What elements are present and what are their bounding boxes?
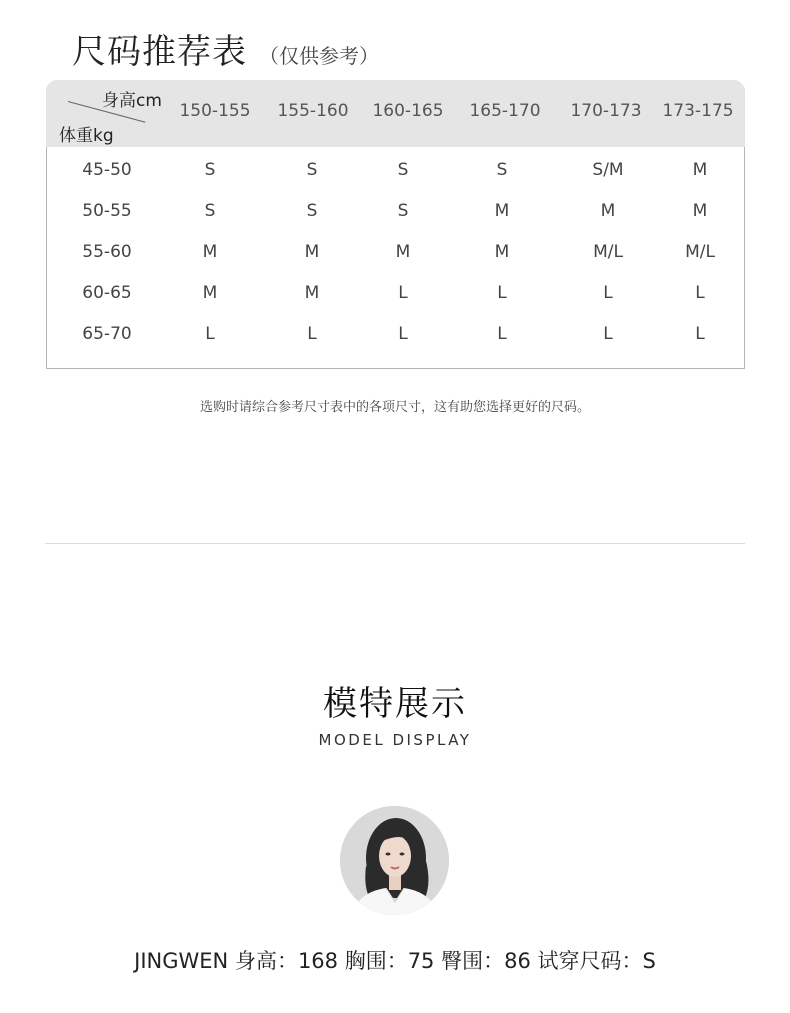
table-cell: M [304, 283, 320, 303]
table-cell: S [496, 160, 508, 180]
table-cell: L [497, 283, 507, 303]
table-cell: M [494, 242, 510, 262]
column-header: 160-165 [372, 101, 444, 121]
model-section-title: 模特展示 [323, 684, 467, 724]
table-cell: M/L [593, 242, 623, 262]
model-info: JINGWEN 身高：168 胸围：75 臀围：86 试穿尺码：S [134, 949, 656, 973]
table-cell: S [397, 160, 409, 180]
row-weight-label: 60-65 [82, 283, 132, 303]
table-cell: L [695, 283, 705, 303]
size-advice-note: 选购时请综合参考尺寸表中的各项尺寸，这有助您选择更好的尺码。 [199, 400, 590, 415]
row-weight-label: 55-60 [82, 242, 132, 262]
column-header: 150-155 [179, 101, 251, 121]
row-weight-label: 50-55 [82, 201, 132, 221]
table-cell: L [307, 324, 317, 344]
table-cell: L [205, 324, 215, 344]
table-cell: M [304, 242, 320, 262]
table-cell: M [202, 283, 218, 303]
table-cell: S/M [592, 160, 624, 180]
table-cell: L [603, 283, 613, 303]
title-main: 尺码推荐表 [72, 32, 247, 72]
table-cell: M [692, 201, 708, 221]
model-portrait-icon [340, 806, 449, 915]
title-subtitle: （仅供参考） [259, 44, 379, 68]
row-weight-label: 45-50 [82, 160, 132, 180]
table-cell: S [204, 201, 216, 221]
size-table [46, 80, 745, 369]
table-cell: M/L [685, 242, 715, 262]
table-cell: M [202, 242, 218, 262]
table-header [46, 80, 745, 147]
table-cell: L [695, 324, 705, 344]
page-title [72, 24, 379, 73]
table-cell: S [204, 160, 216, 180]
table-cell: L [398, 283, 408, 303]
table-cell: M [692, 160, 708, 180]
column-header: 165-170 [469, 101, 541, 121]
row-weight-label: 65-70 [82, 324, 132, 344]
table-cell: L [603, 324, 613, 344]
column-header: 173-175 [662, 101, 734, 121]
table-cell: M [494, 201, 510, 221]
table-cell: M [395, 242, 411, 262]
column-header: 155-160 [277, 101, 349, 121]
section-divider [45, 543, 745, 544]
table-cell: S [306, 160, 318, 180]
table-cell: S [397, 201, 409, 221]
weight-axis-label: 体重kg [59, 126, 114, 146]
table-cell: L [398, 324, 408, 344]
column-header: 170-173 [570, 101, 642, 121]
table-cell: L [497, 324, 507, 344]
height-axis-label: 身高cm [102, 91, 162, 111]
table-cell: M [600, 201, 616, 221]
model-section-subtitle: MODEL DISPLAY [318, 731, 472, 749]
table-cell: S [306, 201, 318, 221]
